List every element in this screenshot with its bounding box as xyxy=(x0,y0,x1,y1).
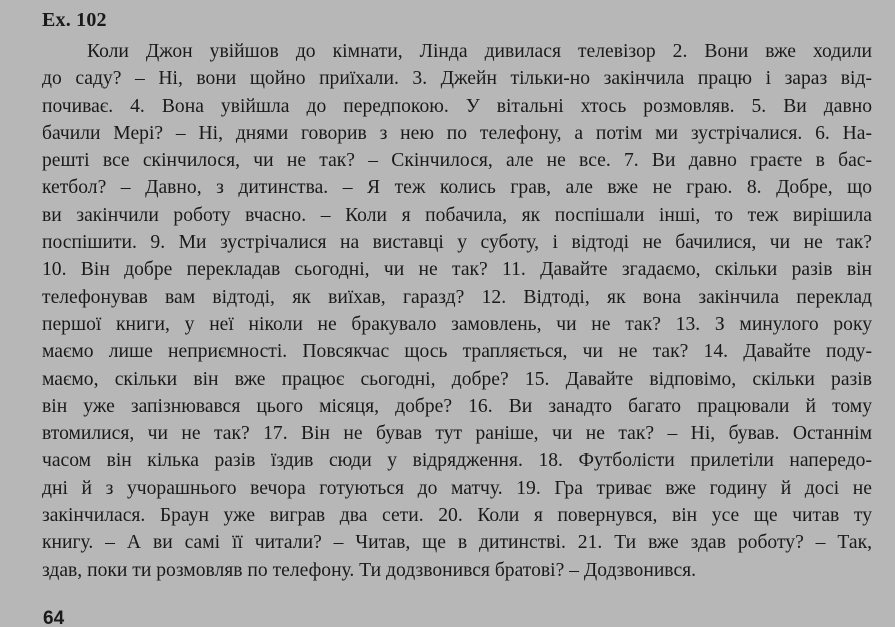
text-line: до саду? – Ні, вони щойно приїхали. 3. Джейн тільки-но закінчила працю і зараз від- xyxy=(42,68,872,90)
text-line: бачили Мері? – Ні, днями говорив з нею по телефону, а потім ми зустрічалися. 6. На- xyxy=(42,122,872,144)
text-line: він уже запізнювався цього місяця, добре? 16. Ви занадто багато працювали й тому xyxy=(42,395,872,417)
text-line: телефонував вам відтоді, як виїхав, гаразд? 12. Відтоді, як вона закінчила переклад xyxy=(42,286,872,308)
text-line: маємо лише неприємності. Повсякчас щось трапляється, чи не так? 14. Давайте поду- xyxy=(42,341,872,363)
text-line: здав, поки ти розмовляв по телефону. Ти додзвонився братові? – Додзвонився. xyxy=(42,559,697,581)
exercise-heading: Ex. 102 xyxy=(42,9,107,31)
text-line: решті все скінчилося, чи не так? – Скінчилося, але не все. 7. Ви давно граєте в бас- xyxy=(42,150,872,172)
text-line: часом він кілька разів їздив сюди у відрядження. 18. Футболісти прилетіли напередо- xyxy=(42,450,872,472)
text-line: маємо, скільки він вже працює сьогодні, добре? 15. Давайте відповімо, скільки разів xyxy=(42,368,872,390)
text-line: втомилися, чи не так? 17. Він не бував тут раніше, чи не так? – Ні, бував. Останнім xyxy=(42,423,872,445)
text-line: закінчилася. Браун уже виграв два сети. 20. Коли я повернувся, він усе ще читав ту xyxy=(42,505,872,527)
text-line: почиває. 4. Вона увійшла до передпокою. У вітальні хтось розмовляв. 5. Ви давно xyxy=(42,95,872,117)
exercise-text xyxy=(42,38,872,584)
page-number: 64 xyxy=(43,608,65,627)
text-line: першої книги, у неї ніколи не бракувало замовлень, чи не так? 13. З минулого року xyxy=(42,313,872,335)
text-line: кетбол? – Давно, з дитинства. – Я теж колись грав, але вже не граю. 8. Добре, що xyxy=(42,177,872,199)
text-line: Коли Джон увійшов до кімнати, Лінда дивилася телевізор 2. Вони вже ходили xyxy=(87,41,872,62)
text-line: поспішити. 9. Ми зустрічалися на виставці у суботу, і відтоді не бачилися, чи не так? xyxy=(42,232,872,254)
text-line: книгу. – А ви самі її читали? – Читав, ще в дитинстві. 21. Ти вже здав роботу? – Так, xyxy=(42,532,872,554)
text-line: ви закінчили роботу вчасно. – Коли я побачила, як поспішали інші, то теж вирішила xyxy=(42,204,872,226)
text-line: дні й з учорашнього вечора готуються до матчу. 19. Гра триває вже годину й досі не xyxy=(42,477,872,499)
text-line: 10. Він добре перекладав сьогодні, чи не так? 11. Давайте згадаємо, скільки разів він xyxy=(42,259,872,281)
